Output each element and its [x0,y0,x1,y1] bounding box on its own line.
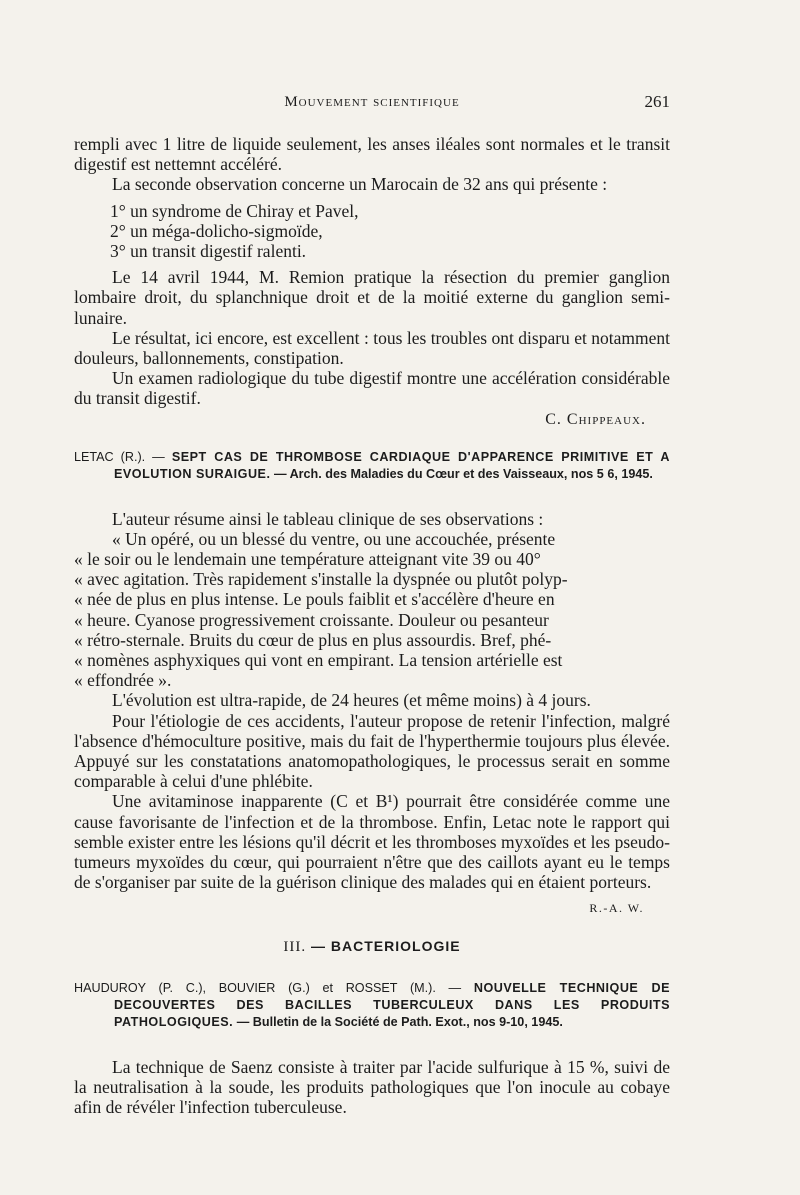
reference-title: SEPT CAS DE THROMBOSE CARDIAQUE D'APPARENCE PRIMITIVE ET A EVOLUTION SURAIGUE. [114,449,671,481]
list-item: 2° un méga-dolicho-sigmoïde, [110,220,323,241]
paragraph: L'auteur résume ainsi le tableau clinique de ses observations : [112,508,544,529]
quote-line: « née de plus en plus intense. Le pouls faiblit et s'accélère d'heure en [74,589,555,610]
page [74,94,670,1117]
reference-title: NOUVELLE TECHNIQUE DE DECOUVERTES DES BACILLES TUBERCULEUX DANS LES PRODUITS PATHOLOGIQUES. [114,980,671,1029]
page-header [74,94,670,124]
quote-line: « heure. Cyanose progressivement croissante. Douleur ou pesanteur [74,609,549,630]
section-title: — BACTERIOLOGIE [311,937,461,954]
section-heading [74,938,670,956]
running-title: Mouvement scientifique [284,94,460,110]
paragraph: Le 14 avril 1944, M. Remion pratique la résection du premier ganglion lombaire droit, du splanchnique droit et de la moitié externe du ganglion semi-lunaire. [74,267,670,328]
page-number: 261 [644,92,670,111]
paragraph: L'évolution est ultra-rapide, de 24 heures (et même moins) à 4 jours. [112,690,591,711]
quote-line: « avec agitation. Très rapidement s'installe la dyspnée ou plutôt polyp- [74,569,568,590]
reference-source: — Bulletin de la Société de Path. Exot., nos 9-10, 1945. [236,1014,563,1029]
signature: C. Chippeaux. [545,410,646,428]
paragraph: La seconde observation concerne un Marocain de 32 ans qui présente : [112,174,608,195]
reference-source: — Arch. des Maladies du Cœur et des Vaisseaux, nos 5 6, 1945. [273,466,653,481]
quote-line: « effondrée ». [74,670,172,691]
quote-line: « le soir ou le lendemain une température atteignant vite 39 ou 40° [74,549,541,570]
reference-authors: HAUDUROY (P. C.), BOUVIER (G.) et ROSSET (M.). — [74,980,462,995]
signature: R.-A. W. [589,900,644,915]
section-number: III. [283,938,307,955]
paragraph: Une avitaminose inapparente (C et B¹) pourrait être considérée comme une cause favorisante de l'infection et de la thrombose. Enfin, Letac note le rapport qui semble exister entre les lésions qu'il décrit et les thromboses myxoïdes et les pseudo-tumeurs myxoïdes du cœur, qui pourraient n'être que des caillots ayant eu le temps de s'organiser par suite de la guérison clinique des malades qui en étaient porteurs. [74,791,670,893]
paragraph: Le résultat, ici encore, est excellent : tous les troubles ont disparu et notamment douleurs, ballonnements, constipation. [74,327,670,369]
quote-line: « Un opéré, ou un blessé du ventre, ou une accouchée, présente [112,528,556,549]
paragraph: Pour l'étiologie de ces accidents, l'auteur propose de retenir l'infection, malgré l'absence d'hémoculture positive, mais du fait de l'hyperthermie toujours plus élevée. Appuyé sur les constatations anatomopathologiques, le processus serait en somme comparable à celui d'une phlébite. [74,710,670,792]
reference-entry [74,980,670,1031]
quote [74,529,670,691]
paragraph: rempli avec 1 litre de liquide seulement, les anses iléales sont normales et le transit digestif est nettemnt accéléré. [74,134,670,175]
list-item: 3° un transit digestif ralenti. [110,241,307,262]
list-item: 1° un syndrome de Chiray et Pavel, [110,200,359,221]
reference-authors: LETAC (R.). — [74,449,165,464]
quote-line: « rétro-sternale. Bruits du cœur de plus en plus assourdis. Bref, phé- [74,629,552,650]
paragraph: Un examen radiologique du tube digestif montre une accélération considérable du transit digestif. [74,368,670,409]
paragraph: La technique de Saenz consiste à traiter par l'acide sulfurique à 15 %, suivi de la neutralisation à la soude, les produits pathologiques que l'on inocule au cobaye afin de révéler l'infection tuberculeuse. [74,1056,670,1117]
reference-entry [74,449,670,483]
quote-line: « nomènes asphyxiques qui vont en empirant. La tension artérielle est [74,650,563,671]
